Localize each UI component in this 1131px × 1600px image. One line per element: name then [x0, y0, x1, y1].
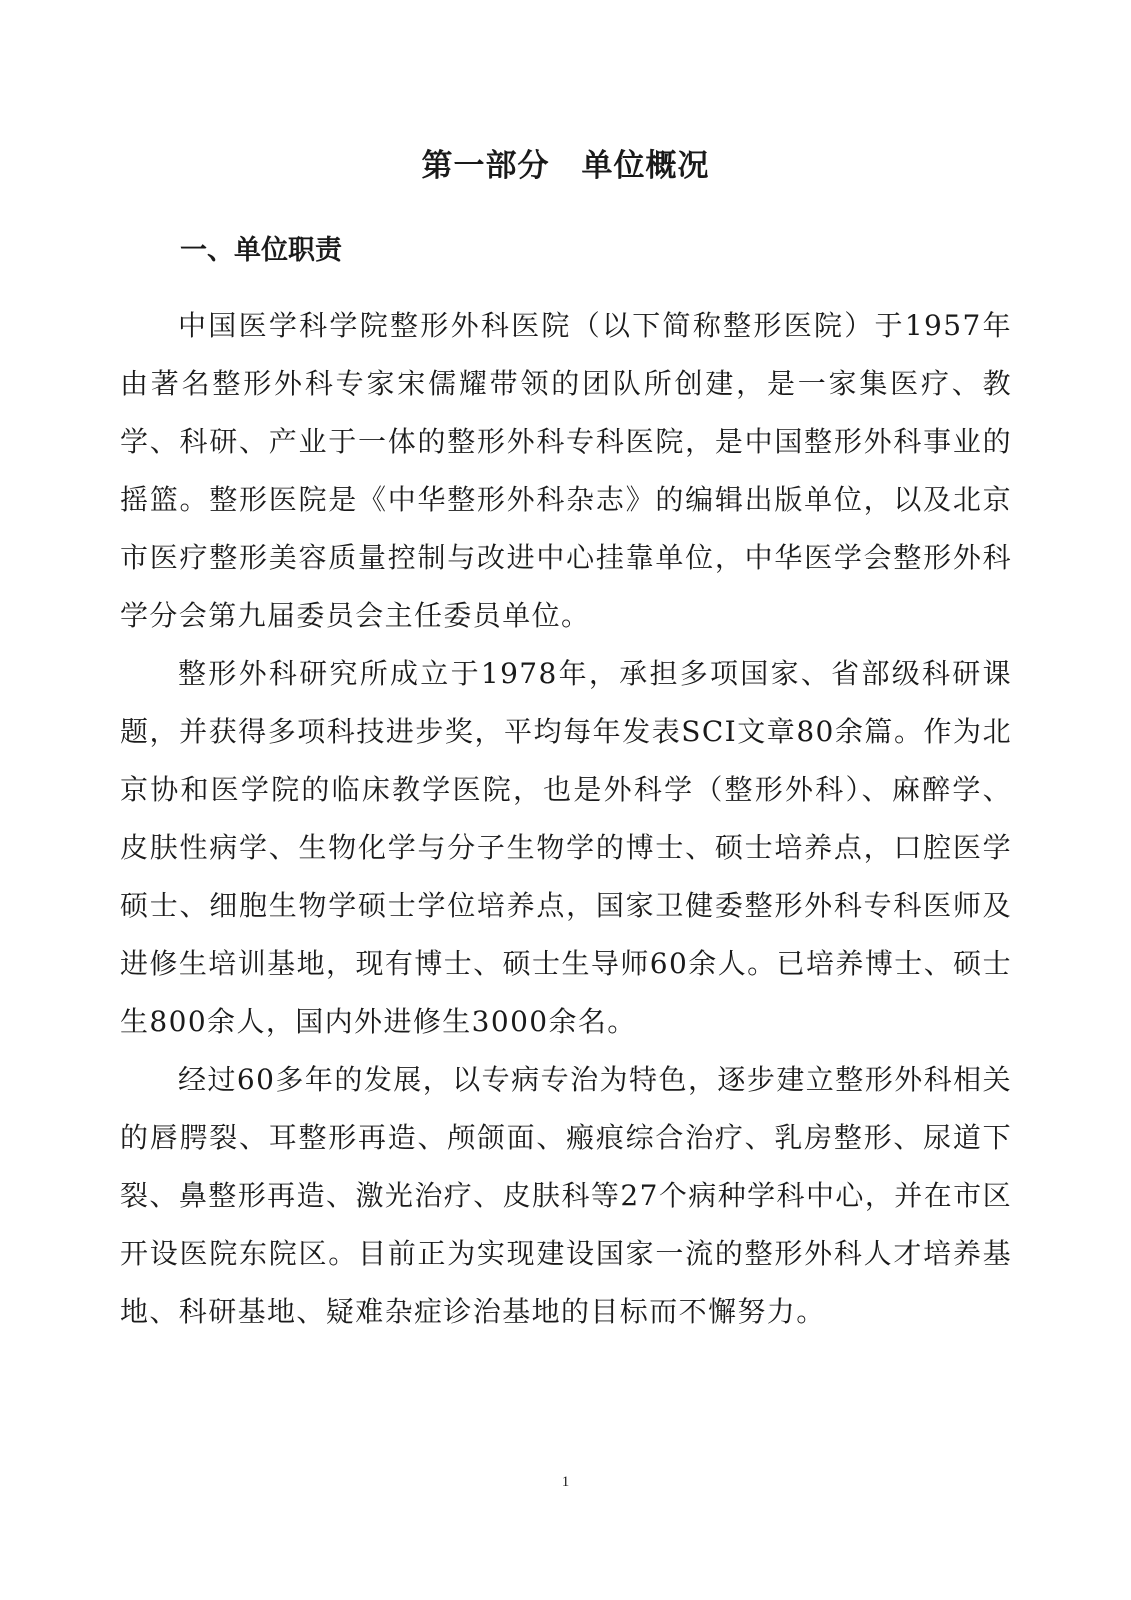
paragraph-research-institute: 整形外科研究所成立于1978年，承担多项国家、省部级科研课题，并获得多项科技进步奖，平均每年发表SCI文章80余篇。作为北京协和医学院的临床教学医院，也是外科学（整形外科）、麻醉学、皮肤性病学、生物化学与分子生物学的博士、硕士培养点，口腔医学硕士、细胞生物学硕士学位培养点，国家卫健委整形外科专科医师及进修生培训基地，现有博士、硕士生导师60余人。已培养博士、硕士生800余人，国内外进修生3000余名。: [120, 657, 1012, 1038]
body-text: [120, 297, 1012, 1341]
paragraph-development: 经过60多年的发展，以专病专治为特色，逐步建立整形外科相关的唇腭裂、耳整形再造、颅颌面、瘢痕综合治疗、乳房整形、尿道下裂、鼻整形再造、激光治疗、皮肤科等27个病种学科中心，并在市区开设医院东院区。目前正为实现建设国家一流的整形外科人才培养基地、科研基地、疑难杂症诊治基地的目标而不懈努力。: [120, 1063, 1012, 1328]
section-heading: 一、单位职责: [180, 235, 342, 266]
paragraph-unit-duties: 中国医学科学院整形外科医院（以下简称整形医院）于1957年由著名整形外科专家宋儒耀带领的团队所创建，是一家集医疗、教学、科研、产业于一体的整形外科专科医院，是中国整形外科事业的摇篮。整形医院是《中华整形外科杂志》的编辑出版单位，以及北京市医疗整形美容质量控制与改进中心挂靠单位，中华医学会整形外科学分会第九届委员会主任委员单位。: [120, 309, 1012, 632]
page-title: 第一部分 单位概况: [421, 148, 710, 184]
page-number: 1: [561, 1474, 570, 1490]
